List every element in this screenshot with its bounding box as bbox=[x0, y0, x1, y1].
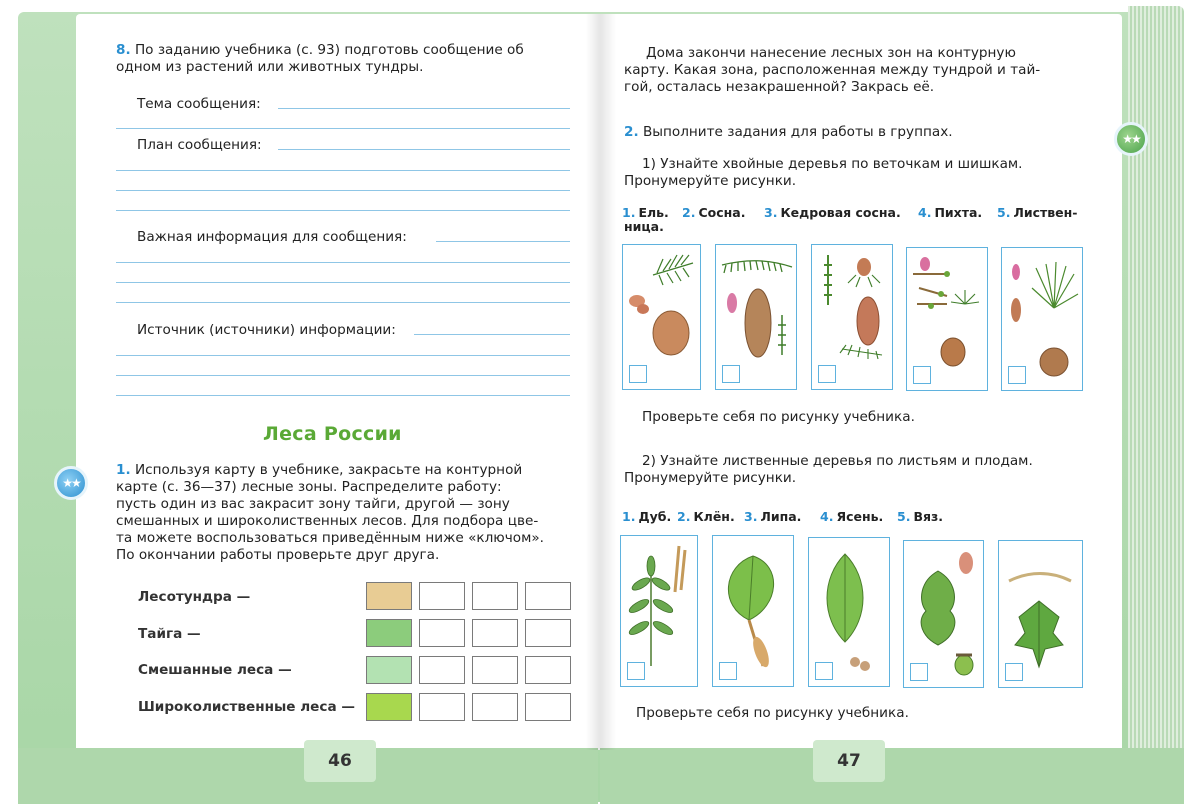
intro-line2: карту. Какая зона, расположенная между тундрой и тай- bbox=[624, 62, 1041, 78]
deciduous-card-4 bbox=[903, 540, 984, 688]
conifer-card-4 bbox=[906, 247, 988, 391]
answer-line[interactable] bbox=[116, 375, 570, 376]
stars-badge-icon: ★★ bbox=[1114, 122, 1148, 156]
conifer-label-fir: 4. Пихта. bbox=[918, 205, 983, 220]
key-label-broadleaf-forests: Широколиственные леса — bbox=[138, 699, 355, 715]
source-label: Источник (источники) информации: bbox=[137, 322, 396, 338]
key-label-forest-tundra: Лесотундра — bbox=[138, 589, 251, 605]
deciduous-label-linden: 3. Липа. bbox=[744, 509, 802, 524]
conifer-card-2 bbox=[715, 244, 797, 390]
deciduous-label-maple: 2. Клён. bbox=[677, 509, 735, 524]
task2-heading: 2. Выполните задания для работы в группах. bbox=[624, 124, 953, 140]
color-cell[interactable] bbox=[472, 693, 518, 721]
conifer-card-1 bbox=[622, 244, 701, 390]
deciduous-card-2 bbox=[712, 535, 794, 687]
sub1-line1: 1) Узнайте хвойные деревья по веточкам и шишкам. bbox=[642, 156, 1023, 172]
plan-label: План сообщения: bbox=[137, 137, 262, 153]
color-cell[interactable] bbox=[525, 656, 571, 684]
task1-line6: По окончании работы проверьте друг друга. bbox=[116, 547, 440, 563]
conifer-card-5 bbox=[1001, 247, 1083, 391]
color-cell[interactable] bbox=[472, 582, 518, 610]
color-swatch-taiga bbox=[366, 619, 412, 647]
color-cell[interactable] bbox=[419, 582, 465, 610]
color-cell[interactable] bbox=[419, 656, 465, 684]
color-cell[interactable] bbox=[525, 582, 571, 610]
task8-line2: одном из растений или животных тундры. bbox=[116, 59, 424, 75]
sub1-line2: Пронумеруйте рисунки. bbox=[624, 173, 797, 189]
answer-line[interactable] bbox=[116, 210, 570, 211]
conifer-label-larch-wrap: ница. bbox=[624, 219, 664, 234]
source-answer-line[interactable] bbox=[414, 334, 570, 335]
number-box[interactable] bbox=[815, 662, 833, 680]
deciduous-card-5 bbox=[998, 540, 1083, 688]
important-label: Важная информация для сообщения: bbox=[137, 229, 407, 245]
answer-line[interactable] bbox=[116, 128, 570, 129]
color-cell[interactable] bbox=[525, 693, 571, 721]
deciduous-label-elm: 5. Вяз. bbox=[897, 509, 944, 524]
task1-line3: пусть один из вас закрасит зону тайги, другой — зону bbox=[116, 496, 510, 512]
answer-line[interactable] bbox=[116, 302, 570, 303]
number-box[interactable] bbox=[910, 663, 928, 681]
conifer-label-cedar-pine: 3. Кедровая сосна. bbox=[764, 205, 901, 220]
task1-line2: карте (с. 36—37) лесные зоны. Распределите работу: bbox=[116, 479, 502, 495]
conifer-label-spruce: 1. Ель. bbox=[622, 205, 669, 220]
important-answer-line[interactable] bbox=[436, 241, 570, 242]
number-box[interactable] bbox=[627, 662, 645, 680]
sub2-line2: Пронумеруйте рисунки. bbox=[624, 470, 797, 486]
number-box[interactable] bbox=[1005, 663, 1023, 681]
number-box[interactable] bbox=[818, 365, 836, 383]
page-number-right: 47 bbox=[813, 740, 885, 782]
deciduous-label-ash: 4. Ясень. bbox=[820, 509, 884, 524]
number-box[interactable] bbox=[722, 365, 740, 383]
deciduous-label-oak: 1. Дуб. bbox=[622, 509, 672, 524]
number-box[interactable] bbox=[629, 365, 647, 383]
number-box[interactable] bbox=[1008, 366, 1026, 384]
task8-line1: 8. По заданию учебника (с. 93) подготовь сообщение об bbox=[116, 42, 524, 58]
section-title: Леса России bbox=[263, 423, 402, 445]
number-box[interactable] bbox=[719, 662, 737, 680]
key-label-taiga: Тайга — bbox=[138, 626, 201, 642]
sub2-line1: 2) Узнайте лиственные деревья по листьям и плодам. bbox=[642, 453, 1033, 469]
color-cell[interactable] bbox=[472, 656, 518, 684]
deciduous-card-1 bbox=[620, 535, 698, 687]
intro-line3: гой, осталась незакрашенной? Закрась её. bbox=[624, 79, 935, 95]
book-spine bbox=[586, 14, 616, 750]
color-cell[interactable] bbox=[472, 619, 518, 647]
page-number-left: 46 bbox=[304, 740, 376, 782]
topic-label: Тема сообщения: bbox=[137, 96, 261, 112]
answer-line[interactable] bbox=[116, 355, 570, 356]
check-line-1: Проверьте себя по рисунку учебника. bbox=[642, 409, 915, 425]
conifer-label-pine: 2. Сосна. bbox=[682, 205, 746, 220]
number-box[interactable] bbox=[913, 366, 931, 384]
deciduous-card-3 bbox=[808, 537, 890, 687]
color-cell[interactable] bbox=[419, 619, 465, 647]
color-cell[interactable] bbox=[419, 693, 465, 721]
answer-line[interactable] bbox=[116, 170, 570, 171]
color-cell[interactable] bbox=[525, 619, 571, 647]
color-swatch-mixed-forests bbox=[366, 656, 412, 684]
topic-answer-line[interactable] bbox=[278, 108, 570, 109]
key-label-mixed-forests: Смешанные леса — bbox=[138, 662, 292, 678]
plan-answer-line[interactable] bbox=[278, 149, 570, 150]
answer-line[interactable] bbox=[116, 190, 570, 191]
bottom-strip-right bbox=[600, 748, 1184, 804]
conifer-label-larch: 5. Листвен- bbox=[997, 205, 1078, 220]
color-swatch-broadleaf-forests bbox=[366, 693, 412, 721]
conifer-card-3 bbox=[811, 244, 893, 390]
task1-line5: та можете воспользоваться приведённым ниже «ключом». bbox=[116, 530, 544, 546]
answer-line[interactable] bbox=[116, 282, 570, 283]
answer-line[interactable] bbox=[116, 395, 570, 396]
task1-line1: 1. Используя карту в учебнике, закрасьте на контурной bbox=[116, 462, 523, 478]
stars-badge-icon: ★★ bbox=[54, 466, 88, 500]
color-swatch-forest-tundra bbox=[366, 582, 412, 610]
answer-line[interactable] bbox=[116, 262, 570, 263]
check-line-2: Проверьте себя по рисунку учебника. bbox=[636, 705, 909, 721]
intro-line1: Дома закончи нанесение лесных зон на контурную bbox=[646, 45, 1016, 61]
task1-line4: смешанных и широколиственных лесов. Для подбора цве- bbox=[116, 513, 539, 529]
